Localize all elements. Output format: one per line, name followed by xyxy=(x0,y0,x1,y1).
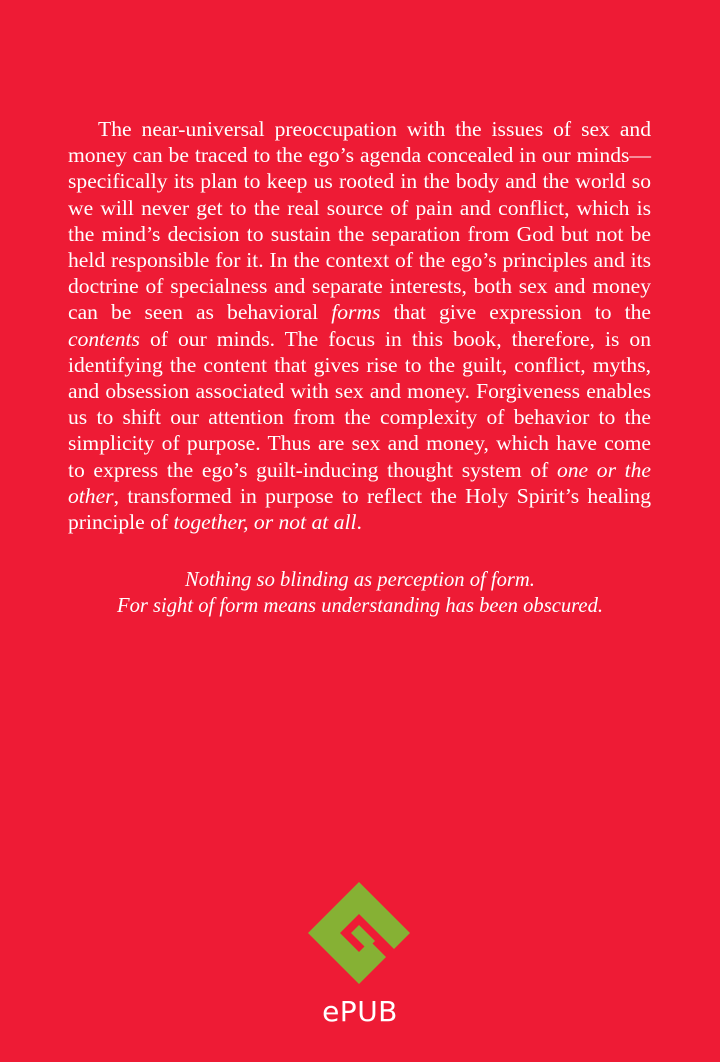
epigraph-quote xyxy=(60,567,660,619)
blurb-text-2: that give expression to the xyxy=(380,300,651,325)
blurb-emphasis-forms: forms xyxy=(331,300,381,325)
blurb-text-5: . xyxy=(356,510,362,535)
epub-logo-icon xyxy=(304,878,414,988)
quote-line-2: For sight of form means understanding has been obscured. xyxy=(116,595,604,617)
blurb-emphasis-one-or-the-other: one or the other xyxy=(68,457,651,508)
blurb-paragraph xyxy=(68,116,651,535)
quote-line-1: Nothing so blinding as perception of form. xyxy=(185,569,535,591)
blurb-text-1: The near-universal preoccupation with the issues of sex and money can be traced to the ego’s agenda concealed in our minds—specifically its plan to keep us rooted in the body and the world so we will never get to the real source of pain and conflict, which is the mind’s decision to sustain the separation from God but not be held responsible for it. In the context of the ego’s principles and its doctrine of specialness and separate interests, both sex and money can be seen as behavioral xyxy=(68,117,651,325)
blurb-text-4: , transformed in purpose to reflect the Holy Spirit’s healing principle of xyxy=(68,483,651,535)
blurb-text-3: of our minds. The focus in this book, therefore, is on identifying the content that gives rise to the guilt, conflict, myths, and obsession associated with sex and money. Forgiveness enables us to shift our attention from the complexity of behavior to the simplicity of purpose. Thus are sex and money, which have come to express the ego’s guilt-inducing thought system of xyxy=(68,326,651,482)
epub-logo-label: ePUB xyxy=(322,995,398,1028)
blurb-emphasis-together: together, or not at all xyxy=(173,510,357,535)
blurb-emphasis-contents: contents xyxy=(68,326,140,351)
